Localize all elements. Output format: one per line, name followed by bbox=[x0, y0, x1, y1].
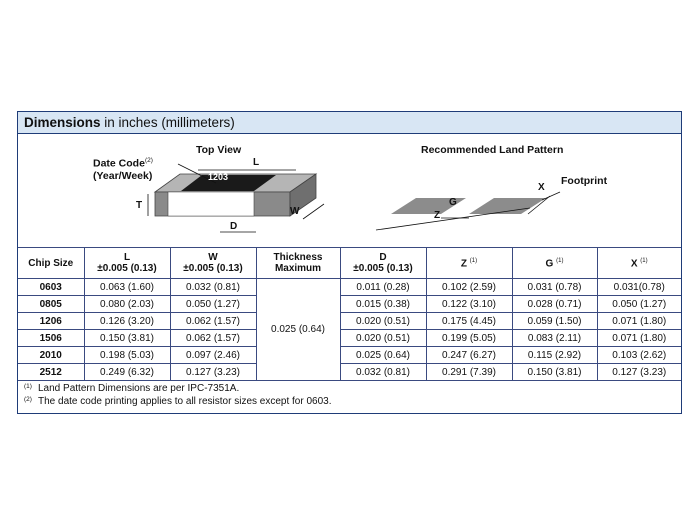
footnote-2 bbox=[24, 395, 332, 408]
cell-x: 0.071 (1.80) bbox=[597, 330, 681, 347]
header-thickness-title: Thickness bbox=[273, 252, 323, 263]
footnotes bbox=[24, 382, 332, 408]
cell-d: 0.020 (0.51) bbox=[340, 330, 426, 347]
cell-w: 0.127 (3.23) bbox=[170, 364, 256, 381]
header-l-title: L bbox=[123, 252, 131, 263]
cell-x: 0.071 (1.80) bbox=[597, 313, 681, 330]
header-thickness bbox=[256, 248, 340, 279]
cell-x: 0.103 (2.62) bbox=[597, 347, 681, 364]
header-d-title: D bbox=[379, 252, 387, 263]
panel-title-rest: in inches (millimeters) bbox=[100, 115, 235, 130]
top-view-label: Top View bbox=[196, 144, 242, 156]
cell-z: 0.247 (6.27) bbox=[426, 347, 512, 364]
header-g bbox=[512, 248, 597, 279]
header-w-title: W bbox=[208, 252, 218, 263]
cell-chip: 2010 bbox=[18, 347, 84, 364]
dim-label-l: L bbox=[253, 157, 260, 168]
table-header-row bbox=[18, 248, 681, 279]
cell-w: 0.062 (1.57) bbox=[170, 313, 256, 330]
table-row bbox=[18, 296, 681, 313]
header-z-sup: (1) bbox=[469, 258, 478, 265]
dim-label-z: Z bbox=[434, 210, 441, 221]
dim-label-g: G bbox=[449, 197, 457, 208]
cell-w: 0.050 (1.27) bbox=[170, 296, 256, 313]
dimensions-panel bbox=[17, 111, 682, 414]
header-chip-size-text: Chip Size bbox=[28, 257, 74, 269]
cell-thickness-max: 0.025 (0.64) bbox=[256, 279, 340, 381]
cell-x: 0.050 (1.27) bbox=[597, 296, 681, 313]
cell-z: 0.175 (4.45) bbox=[426, 313, 512, 330]
footnote-2-text: The date code printing applies to all resistor sizes except for 0603. bbox=[38, 396, 332, 407]
cell-z: 0.291 (7.39) bbox=[426, 364, 512, 381]
cell-g: 0.150 (3.81) bbox=[512, 364, 597, 381]
dimensions-table bbox=[18, 247, 681, 381]
date-code-label bbox=[93, 155, 153, 182]
cell-g: 0.031 (0.78) bbox=[512, 279, 597, 296]
cell-l: 0.126 (3.20) bbox=[84, 313, 170, 330]
table-row bbox=[18, 279, 681, 296]
cell-chip: 0603 bbox=[18, 279, 84, 296]
header-w bbox=[170, 248, 256, 279]
cell-x: 0.031(0.78) bbox=[597, 279, 681, 296]
header-x-sup: (1) bbox=[640, 258, 648, 265]
cell-z: 0.199 (5.05) bbox=[426, 330, 512, 347]
panel-title bbox=[18, 112, 681, 134]
dim-label-t: T bbox=[136, 200, 143, 211]
dim-label-d: D bbox=[230, 221, 238, 232]
date-code-sup: (2) bbox=[144, 157, 153, 164]
land-pattern-label: Recommended Land Pattern bbox=[421, 144, 564, 156]
cell-g: 0.028 (0.71) bbox=[512, 296, 597, 313]
header-z bbox=[426, 248, 512, 279]
header-w-tolerance: ±0.005 (0.13) bbox=[183, 263, 243, 274]
chip-front-body bbox=[168, 192, 254, 216]
cell-l: 0.249 (6.32) bbox=[84, 364, 170, 381]
date-code-line1: Date Code bbox=[93, 157, 145, 170]
footnote-1-text: Land Pattern Dimensions are per IPC-7351A. bbox=[38, 383, 240, 394]
footnote-1-mark: (1) bbox=[24, 383, 32, 390]
dim-line-w bbox=[303, 204, 324, 219]
cell-d: 0.025 (0.64) bbox=[340, 347, 426, 364]
footprint-label: Footprint bbox=[561, 175, 608, 187]
cell-chip: 2512 bbox=[18, 364, 84, 381]
header-g-title: G bbox=[545, 258, 554, 270]
cell-chip: 0805 bbox=[18, 296, 84, 313]
panel-title-bold: Dimensions bbox=[24, 115, 101, 130]
cell-d: 0.015 (0.38) bbox=[340, 296, 426, 313]
cell-x: 0.127 (3.23) bbox=[597, 364, 681, 381]
header-d-tolerance: ±0.005 (0.13) bbox=[353, 263, 413, 274]
header-chip-size bbox=[18, 248, 84, 279]
table-row bbox=[18, 347, 681, 364]
figure-area bbox=[18, 134, 681, 247]
header-l bbox=[84, 248, 170, 279]
cell-w: 0.097 (2.46) bbox=[170, 347, 256, 364]
cell-w: 0.062 (1.57) bbox=[170, 330, 256, 347]
header-x bbox=[597, 248, 681, 279]
cell-l: 0.150 (3.81) bbox=[84, 330, 170, 347]
cell-d: 0.020 (0.51) bbox=[340, 313, 426, 330]
cell-chip: 1206 bbox=[18, 313, 84, 330]
header-g-sup: (1) bbox=[556, 258, 564, 265]
header-z-title: Z bbox=[460, 258, 467, 270]
cell-l: 0.080 (2.03) bbox=[84, 296, 170, 313]
footprint-leader bbox=[542, 192, 560, 200]
dim-label-x: X bbox=[538, 182, 545, 193]
cell-l: 0.063 (1.60) bbox=[84, 279, 170, 296]
cell-z: 0.122 (3.10) bbox=[426, 296, 512, 313]
header-l-tolerance: ±0.005 (0.13) bbox=[97, 263, 157, 274]
table-row bbox=[18, 364, 681, 381]
cell-z: 0.102 (2.59) bbox=[426, 279, 512, 296]
header-thickness-sub: Maximum bbox=[274, 263, 322, 274]
cell-g: 0.083 (2.11) bbox=[512, 330, 597, 347]
cell-g: 0.059 (1.50) bbox=[512, 313, 597, 330]
header-x-title: X bbox=[630, 258, 638, 270]
dimension-drawing bbox=[18, 134, 681, 247]
header-d bbox=[340, 248, 426, 279]
chip-marking: 1203 bbox=[208, 172, 229, 182]
date-code-line2: (Year/Week) bbox=[93, 169, 153, 182]
cell-d: 0.011 (0.28) bbox=[340, 279, 426, 296]
cell-chip: 1506 bbox=[18, 330, 84, 347]
footnote-1 bbox=[24, 382, 332, 395]
dim-label-w: W bbox=[290, 206, 300, 217]
table-row bbox=[18, 330, 681, 347]
cell-l: 0.198 (5.03) bbox=[84, 347, 170, 364]
cell-d: 0.032 (0.81) bbox=[340, 364, 426, 381]
table-row bbox=[18, 313, 681, 330]
footnote-2-mark: (2) bbox=[24, 396, 32, 403]
cell-g: 0.115 (2.92) bbox=[512, 347, 597, 364]
cell-w: 0.032 (0.81) bbox=[170, 279, 256, 296]
